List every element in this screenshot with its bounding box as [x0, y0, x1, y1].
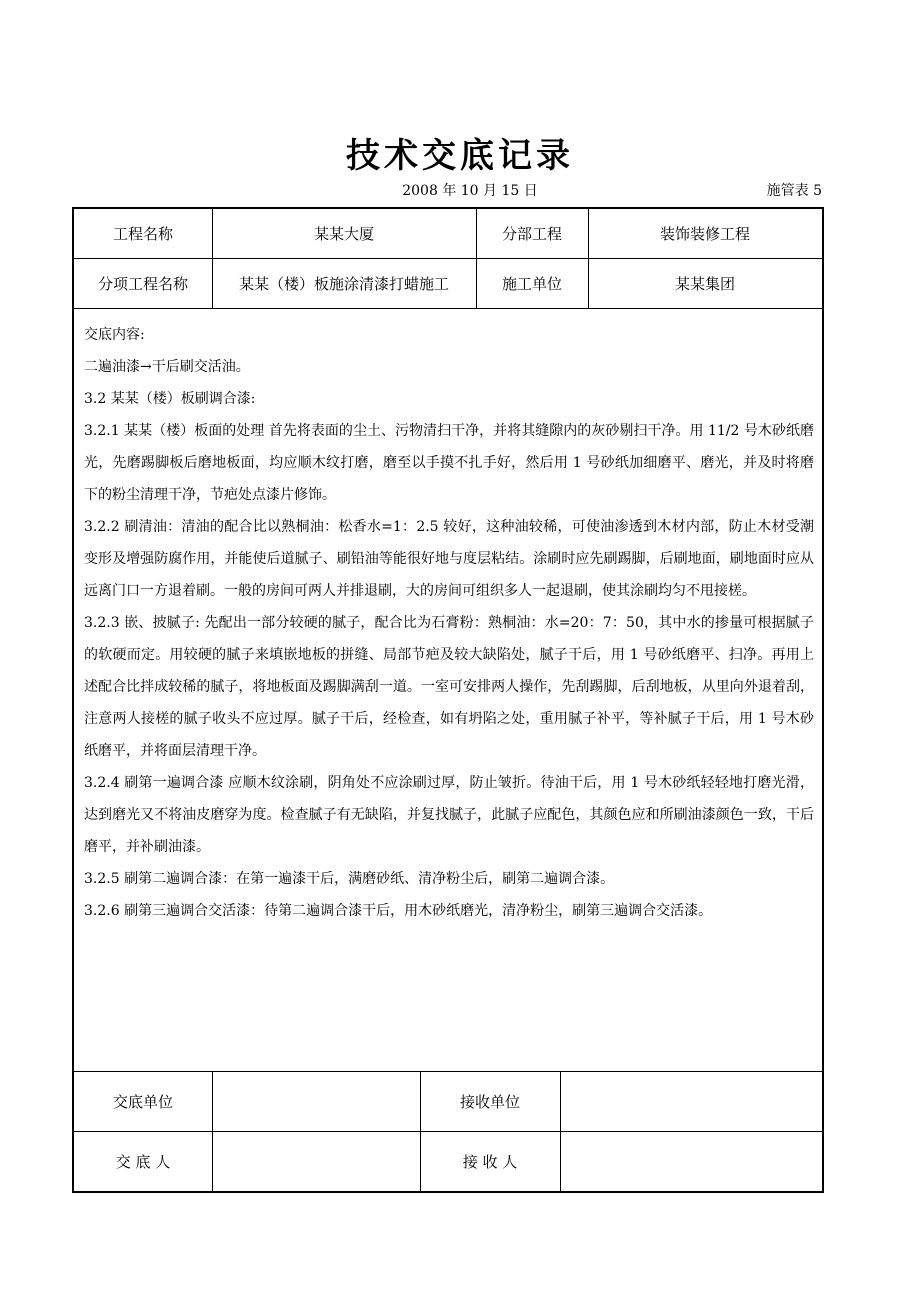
receiver-unit-field [560, 1071, 822, 1131]
project-name-value: 某某大厦 [313, 225, 374, 243]
content-paragraph: 二遍油漆→干后刷交活油。 [84, 359, 250, 375]
issuer-unit-label: 交底单位 [112, 1092, 173, 1111]
content-paragraph: 3.2.5 刷第二遍调合漆：在第一遍漆干后，满磨砂纸、清净粉尘后，刷第二遍调合漆。 [84, 871, 615, 887]
receiver-person-field [560, 1131, 822, 1191]
division-value: 装饰装修工程 [659, 225, 750, 243]
content-heading: 交底内容: [84, 327, 145, 343]
receiver-unit-label: 接收单位 [459, 1092, 520, 1111]
receiver-person-label: 接 收 人 [462, 1152, 518, 1171]
content-paragraph: 3.2 某某（楼）板刷调合漆: [84, 391, 256, 407]
content-paragraph: 3.2.3 嵌、披腻子: 先配出一部分较硬的腻子，配合比为石膏粉：熟桐油：水=20：7：50，其中水的掺量可根据腻子的软硬而定。用较硬的腻子来填嵌地板的拼缝、局部节疤及较大缺陷处，腻子干后，用 1 号砂纸磨平、扫净。再用上述配合比拌成较稀的腻子，将地板面及踢脚满刮一道。一室可安排两人操作，先刮踢脚，后刮地板，从里向外退着刮，注意两人接槎的腻子收头不应过厚。腻子干后，经检查，如有坍陷之处，重用腻子补平，等补腻子干后，用 1 号木砂纸磨平，并将面层清理干净。 [84, 615, 814, 759]
contractor-label: 施工单位 [501, 274, 562, 293]
content-paragraph: 3.2.4 刷第一遍调合漆 应顺木纹涂刷，阴角处不应涂刷过厚，防止皱折。待油干后，用 1 号木砂纸轻轻地打磨光滑，达到磨光又不将油皮磨穿为度。检查腻子有无缺陷，并复找腻子，此腻子应配色，其颜色应和所刷油漆颜色一致，干后磨平，并补刷油漆。 [84, 775, 814, 855]
document-date: 2008 年 10 月 15 日 [402, 183, 538, 199]
issuer-person-field [212, 1131, 420, 1191]
subitem-value: 某某（楼）板施涂清漆打蜡施工 [238, 274, 449, 293]
project-name-label: 工程名称 [112, 225, 173, 243]
content-paragraph: 3.2.6 刷第三遍调合交活漆：待第二遍调合漆干后，用木砂纸磨光，清净粉尘，刷第三遍调合交活漆。 [84, 903, 713, 919]
issuer-person-label: 交 底 人 [115, 1152, 171, 1171]
content-paragraph: 3.2.1 某某（楼）板面的处理 首先将表面的尘土、污物清扫干净，并将其缝隙内的灰砂剔扫干净。用 11/2 号木砂纸磨光，先磨踢脚板后磨地板面，均应顺木纹打磨，磨至以手摸不扎手好，然后用 1 号砂纸加细磨平、磨光，并及时将磨下的粉尘清理干净，节疤处点漆片修饰。 [84, 423, 814, 503]
content-paragraph: 3.2.2 刷清油：清油的配合比以熟桐油：松香水=1：2.5 较好，这种油较稀，可使油渗透到木材内部，防止木材受潮变形及增强防腐作用，并能使后道腻子、刷铅油等能很好地与度层粘结。涂刷时应先刷踢脚，后刷地面，刷地面时应从远离门口一方退着刷。一般的房间可两人并排退刷，大的房间可组织多人一起退刷，使其涂刷均匀不甩接槎。 [84, 519, 814, 599]
row-divider [74, 308, 822, 309]
document-title: 技术交底记录 [346, 136, 574, 176]
record-table [72, 207, 824, 1193]
disclosure-content [84, 319, 814, 927]
subitem-label: 分项工程名称 [97, 274, 188, 293]
form-number: 施管表 5 [766, 183, 822, 199]
contractor-value: 某某集团 [674, 274, 735, 293]
division-label: 分部工程 [501, 225, 562, 243]
issuer-unit-field [212, 1071, 420, 1131]
